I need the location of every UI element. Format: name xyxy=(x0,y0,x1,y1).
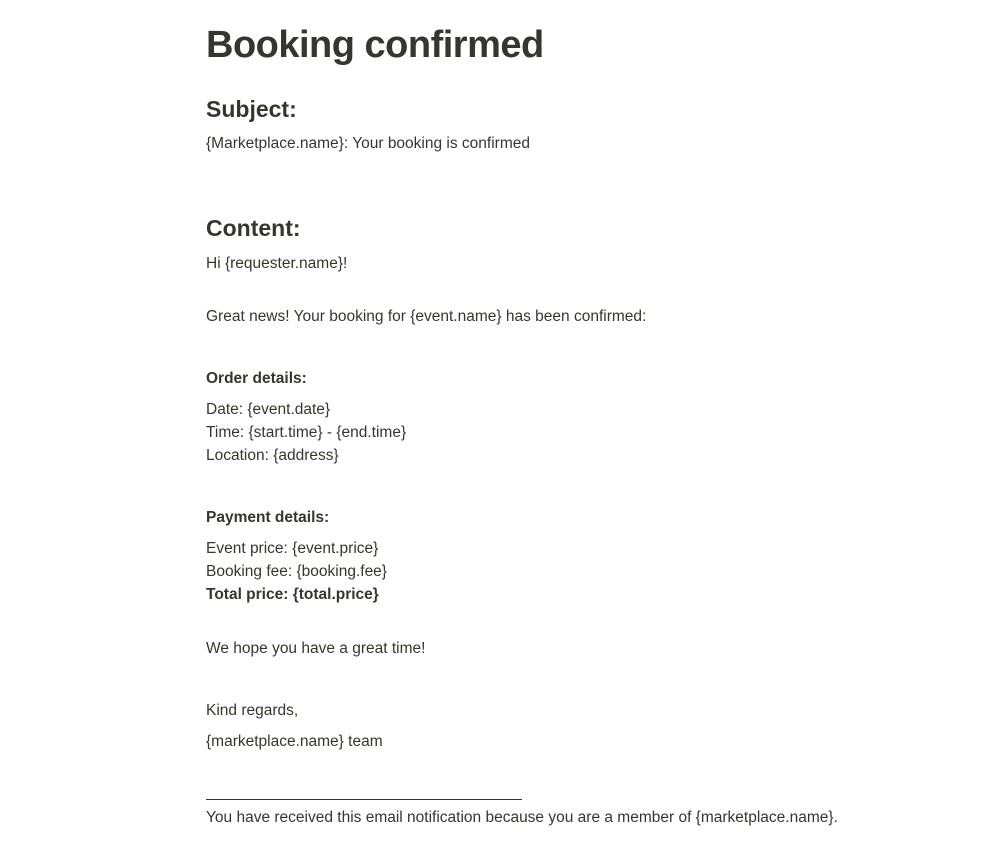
signature-text: {marketplace.name} team xyxy=(206,733,383,750)
closing-text: We hope you have a great time! xyxy=(206,640,426,657)
total-price: Total price: {total.price} xyxy=(206,586,379,603)
content-heading: Content: xyxy=(206,215,301,241)
intro-text: Great news! Your booking for {event.name} has been confirmed: xyxy=(206,308,647,325)
page-title: Booking confirmed xyxy=(206,24,544,66)
order-details-heading: Order details: xyxy=(206,370,307,387)
greeting-text: Hi {requester.name}! xyxy=(206,255,348,272)
payment-details-heading: Payment details: xyxy=(206,509,330,526)
subject-text: {Marketplace.name}: Your booking is confirmed xyxy=(206,135,530,152)
subject-heading: Subject: xyxy=(206,96,297,122)
order-date: Date: {event.date} xyxy=(206,401,331,418)
regards-text: Kind regards, xyxy=(206,702,299,719)
footer-divider xyxy=(206,799,522,800)
booking-fee: Booking fee: {booking.fee} xyxy=(206,563,387,580)
order-location: Location: {address} xyxy=(206,447,339,464)
order-time: Time: {start.time} - {end.time} xyxy=(206,424,407,441)
event-price: Event price: {event.price} xyxy=(206,540,379,557)
footer-text: You have received this email notification because you are a member of {marketplace.name}. xyxy=(206,809,838,826)
